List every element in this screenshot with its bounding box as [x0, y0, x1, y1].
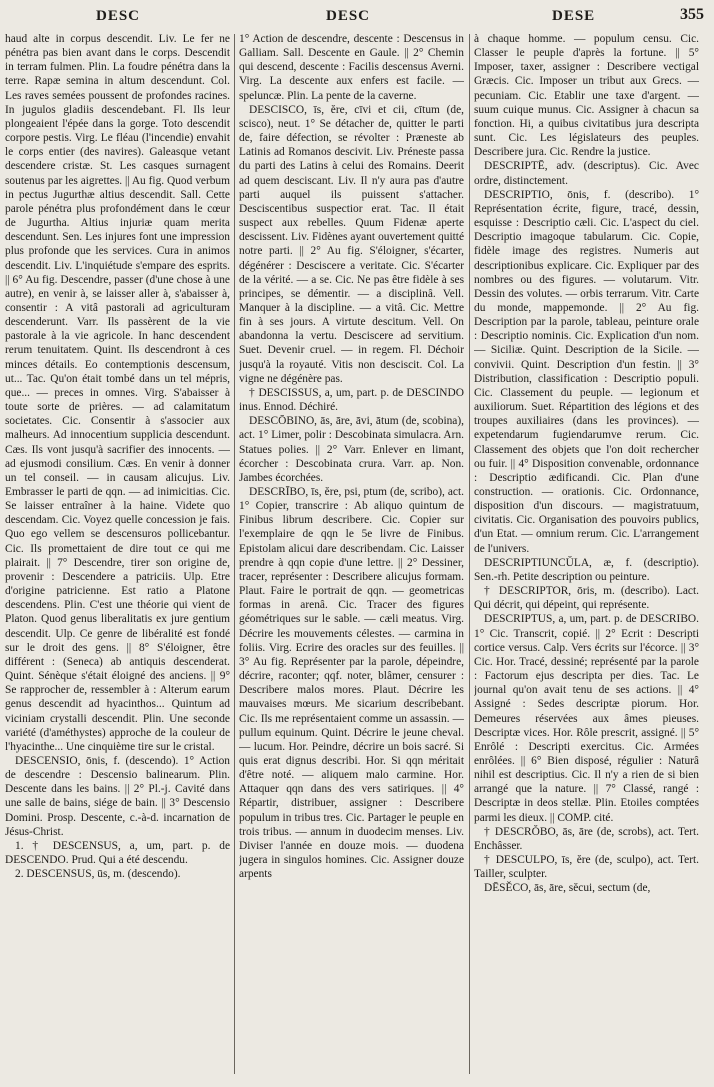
page-number: 355	[680, 6, 704, 23]
entry-continuation: 1° Action de descendre, descente : Descensus in Galliam. Sall. Descente en Gaule. || 2° Chemin qui descend, descente : Facilis descensus Averni. Virg. La descente aux enfers est facile. — speluncæ. Plin. La pente de la caverne.	[239, 33, 464, 102]
column-divider	[234, 34, 235, 1074]
running-header	[0, 6, 714, 28]
dictionary-entry: DESCISCO, īs, ĕre, cīvi et cii, cītum (de, scisco), neut. 1° Se détacher de, quitter le parti de, faire défection, se révolter : Præneste ab Latinis ad Romanos descivit. Liv. Préneste passa du parti des Latins à celui des Romains. Deerit ad quem desciscant. Liv. Il n'y aura pas d'autre parti auquel ils puissent s'attacher. Desciscentibus suspectior erat. Tac. Il était suspect aux rebelles. Quum Fidenæ aperte descissent. Liv. Fidènes ayant ouvertement quitté notre parti. || 2° Au fig. S'éloigner, s'écarter, dégénérer : Desciscere a veritate. Cic. S'écarter de la vérité. — a se. Cic. Ne pas être fidèle à ses principes, se démentir. — a disciplinâ. Vell. Manquer à la discipline. — a vitâ. Cic. Mettre fin à ses jours. A virtute descitum. Vell. On abandonna la vertu. Desciscere ad servitium. Suet. Devenir cruel. — in regem. Fl. Déchoir jusqu'à la royauté. Vitis non desciscit. Col. La vigne ne dégénère pas.	[239, 103, 464, 385]
dictionary-entry: † DESCISSUS, a, um, part. p. de DESCINDO inus. Ennod. Déchiré.	[239, 386, 464, 414]
dictionary-entry: DESCRĪBO, īs, ĕre, psi, ptum (de, scribo), act. 1° Copier, transcrire : Ab aliquo quintum de Finibus librum describere. Cic. Copier sur l'exemplaire de qqn le 5e livre de Finibus. Epistolam alicui dare describendam. Cic. Laisser prendre à qqn copie d'une lettre. || 2° Dessiner, tracer, représenter : Describere alicujus formam. Plaut. Faire le portrait de qqn. — geometricas formas in arenâ. Cic. Tracer des figures géométriques sur le sable. — cæli meatus. Virg. Décrire les mouvements célestes. — carmina in foliis. Virg. Ecrire des oracles sur des feuilles. || 3° Au fig. Représenter par la parole, dépeindre, décrire, raconter; qqf. noter, blâmer, censurer : Describere malos mores. Plaut. Décrire les mauvaises mœurs. Me sicarium describebant. Cic. Ils me représentaient comme un assassin. — pullum equinum. Quint. Décrire le jeune cheval. — lucum. Hor. Peindre, décrire un bois sacré. Si quis erat dignus describi. Hor. Si qqn méritait d'être noté. — aliquem malo carmine. Hor. Attaquer qqn dans des vers satiriques. || 4° Répartir, distribuer, assigner : Describere populum in tribus tres. Cic. Partager le peuple en trois tribus. — annum in duodecim menses. Liv. Diviser l'année en douze mois. — duodena jugera in singulos homines. Cic. Assigner douze arpents	[239, 486, 464, 881]
dictionary-entry: DESCRIPTĒ, adv. (descriptus). Cic. Avec ordre, distinctement.	[474, 160, 699, 187]
dictionary-entry: † DESCRIPTOR, ōris, m. (describo). Lact. Qui décrit, qui dépeint, qui représente.	[474, 585, 699, 612]
dictionary-entry: DESCRIPTIO, ōnis, f. (describo). 1° Représentation écrite, figure, tracé, dessin, esquisse : Descriptio cæli. Cic. L'aspect du ciel. Descriptio imagoque tabularum. Cic. Copie, fidèle image des registres. Numeris aut descriptionibus explicare. Cic. Expliquer par des nombres ou des figures. — volutarum. Vitr. Dessin des volutes. — orbis terrarum. Vitr. Carte du monde, mappemonde. || 2° Au fig. Description par la parole, tableau, peinture orale : Descriptio nominis. Cic. Explication d'un nom. — Siciliæ. Quint. Description de la Sicile. — convivii. Quint. Description d'un festin. || 3° Distribution, classification : Descriptio populi. Cic. Classement du peuple. — legionum et auxiliorum. Suet. Répartition des légions et des troupes auxiliaires (dans les provinces). — expetendarum fugiendarumve rerum. Cic. Classement des objets que l'on doit rechercher ou fuir. || 4° Disposition convenable, ordonnance : Descriptio ædificandi. Cic. Plan d'une construction. — orationis. Cic. Ordonnance, disposition d'un discours. — magistratuum, civitatis. Cic. Organisation des pouvoirs publics, d'un Etat. — omnium rerum. Cic. L'arrangement de l'univers.	[474, 188, 699, 555]
column-left	[5, 32, 230, 1082]
dictionary-entry: † DESCRŎBO, ās, āre (de, scrobs), act. Tert. Enchâsser.	[474, 825, 699, 852]
dictionary-entry: 2. DESCENSUS, ūs, m. (descendo).	[15, 868, 181, 881]
column-right	[474, 32, 699, 1082]
left-guide-word: DESC	[96, 8, 141, 24]
dictionary-entry: DESCRIPTUS, a, um, part. p. de DESCRIBO. 1° Cic. Transcrit, copié. || 2° Ecrit : Descripti cortice versus. Calp. Vers écrits sur l'écorce. || 3° Cic. Hor. Tracé, dessiné; représenté par la parole : Factorum ejus descripta per dies. Tac. Le journal qu'on avait tenu de ses actions. || 4° Assigné : Sedes descriptæ piorum. Hor. Demeures réservées aux âmes pieuses. Descriptæ vices. Hor. Rôle prescrit, assigné. || 5° Enrôlé : Descripti exercitus. Cic. Armées enrôlées. || 6° Bien disposé, régulier : Naturâ nihil est descriptius. Cic. Il n'y a rien de si bien arrangé que la nature. || 7° Classé, rangé : Descriptæ in deos stellæ. Plin. Etoiles comptées parmi les dieux. || COMP. cité.	[474, 613, 699, 824]
entry-continuation: haud alte in corpus descendit. Liv. Le fer ne pénétra pas bien avant dans le corps. Descendit in terram fulmen. Plin. La foudre pénétra dans la terre. Rapæ semina in altum descendunt. Col. Les raves semées poussent de profondes racines. In jugulos gladiis descendebant. Fl. Ils leur plongeaient l'épée dans la gorge. Toto descendit corpore pestis. Virg. Le fléau (l'incendie) envahit le corps entier (des navires). Galeasque vetant descendere cristæ. St. Les casques surnagent soutenus par les aigrettes. || Au fig. Quod verbum in pectus Jugurthæ altius descendit. Sall. Cette parole pénétra plus profondément dans le cœur de Jugurtha. Altius injuriæ quam merita descendunt. Sen. Les injures font une impression plus profonde que les services. Cura in animos descendit. Liv. L'inquiétude s'empare des esprits. || 6° Au fig. Descendre, passer (d'une chose à une autre), en venir à, se laisser aller à, s'abaisser à, consentir : A vitâ pastorali ad agriculturam descenderunt. Varr. Ils passèrent de la vie pastorale à la vie agricole. In hanc descendent rerum tenuitatem. Quint. Ils descendront à ces minces détails. Eo contemptionis descensum, ut... Tac. Qu'on était tombé dans un tel mépris, que... — preces in omnes. Virg. S'abaisser à toute sorte de prières. — ad calamitatum societates. Cic. Consentir à s'associer aux malheurs. Ad innocentium supplicia descendunt. Cæs. Ils vont jusqu'à sacrifier des innocents. — ad ejusmodi consilium. Cæs. En venir à donner un tel conseil. — in causam alicujus. Liv. Embrasser le parti de qqn. — ad inimicitias. Cic. Se laisser entraîner à la haine. Videte quo descendam. Cic. Voyez quelle concession je fais. Quo ego vellem se descensuros pollicebantur. Cic. Ils promettaient de dire tout ce qui me plairait. || 7° Descendre, tirer son origine de, provenir : Descendere a patriciis. Ulp. Etre d'origine patricienne. Est ratio a Platone descendens. Plin. C'est une théorie qui vient de Platon. Quod genus liberalitatis ex jure gentium descendit. Ulp. Ce genre de libéralité est fondé sur le droit des gens. || 8° S'éloigner, être différent : (Seneca) ab antiquis descenderat. Quint. Sénèque s'était éloigné des anciens. || 9° Se rapprocher de, ressembler à : Alterum earum genus descendit ad hyacinthos... Quintum ad viciniam crystalli descendit. Plin. Une seconde variété (d'améthystes) approche de la couleur de l'hyacinthe... Une cinquième tire sur le cristal.	[5, 33, 230, 753]
dictionary-entry: 1. † DESCENSUS, a, um, part. p. de DESCENDO. Prud. Qui a été descendu.	[5, 839, 230, 867]
middle-guide-word: DESC	[326, 8, 371, 24]
right-guide-word: DESE	[552, 8, 596, 24]
dictionary-entry: DESCŌBINO, ās, āre, āvi, ātum (de, scobina), act. 1° Limer, polir : Descobinata simulacra. Arn. Statues polies. || 2° Varr. Enlever en limant, écorcher : Descobinata crura. Varr. ap. Non. Jambes écorchées.	[239, 415, 464, 484]
column-middle	[239, 32, 464, 1082]
dictionary-entry: DESCENSIO, ōnis, f. (descendo). 1° Action de descendre : Descensio balinearum. Plin. Descente dans les bains. || 2° Pl.-j. Cavité dans une salle de bains, siége de bain. || 3° Descensio Domini. Prosp. Descente, c.-à-d. incarnation de Jésus-Christ.	[5, 754, 230, 838]
dictionary-entry: DĒSĔCO, ās, āre, sĕcui, sectum (de,	[484, 882, 651, 895]
dictionary-entry: DESCRIPTIUNCŬLA, æ, f. (descriptio). Sen.-rh. Petite description ou peinture.	[474, 556, 699, 583]
column-divider	[469, 34, 470, 1074]
dictionary-entry: † DESCULPO, īs, ĕre (de, sculpo), act. Tert. Tailler, sculpter.	[474, 854, 699, 881]
entry-continuation: à chaque homme. — populum censu. Cic. Classer le peuple d'après la fortune. || 5° Imposer, taxer, assigner : Describere vectigal Græcis. Cic. Imposer un tribut aux Grecs. — pecuniam. Cic. Etablir une taxe d'argent. — suum cuique munus. Cic. Assigner à chacun sa fonction. Hi, a quibus civitatibus jura descripta sunt. Cic. Les législateurs des peuples. Describere jura. Cic. Rendre la justice.	[474, 33, 699, 159]
